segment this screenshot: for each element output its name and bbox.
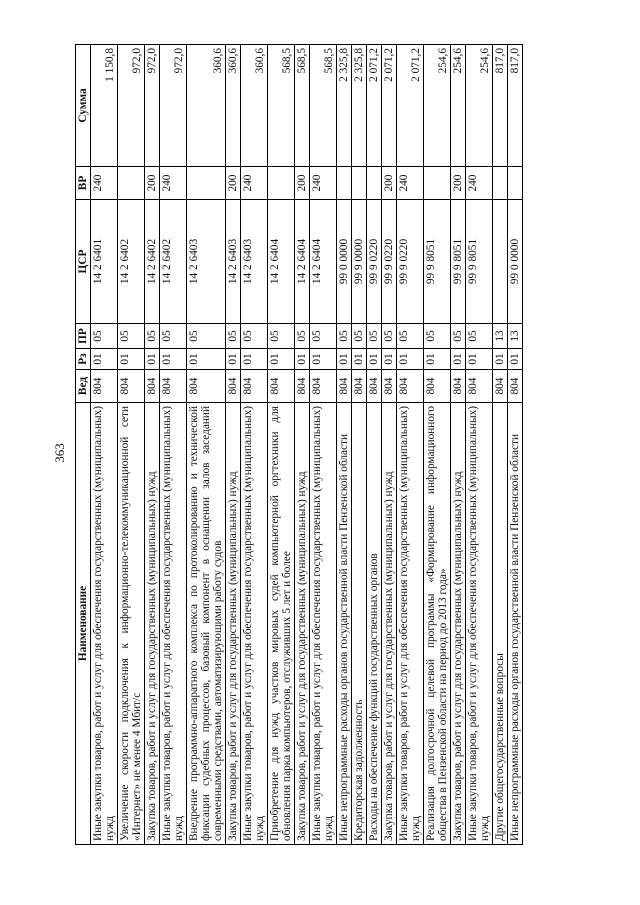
cell-sum: 972,0 <box>145 45 160 167</box>
table-header-row <box>76 45 91 845</box>
cell-pr: 05 <box>295 324 310 349</box>
cell-csr: 14 2 6402 <box>118 200 145 324</box>
cell-csr: 14 2 6404 <box>268 200 295 324</box>
table-row <box>382 45 397 845</box>
cell-rz: 01 <box>424 349 451 370</box>
cell-csr: 99 9 0220 <box>397 200 424 324</box>
cell-name: Увеличение скорости подключения к информационно-телекоммуникационной сети «Интернет» не менее 4 Мбит/с <box>118 403 145 845</box>
cell-name: Закупка товаров, работ и услуг для государственных (муниципальных) нужд <box>382 403 397 845</box>
cell-pr: 05 <box>226 324 241 349</box>
cell-pr: 13 <box>493 324 508 349</box>
cell-vr: 240 <box>466 167 493 200</box>
cell-vr <box>508 167 523 200</box>
cell-name: Иные непрограммные расходы органов государственной власти Пензенской области <box>508 403 523 845</box>
cell-name: Другие общегосударственные вопросы <box>493 403 508 845</box>
cell-pr: 05 <box>424 324 451 349</box>
cell-rz: 01 <box>367 349 382 370</box>
table-row <box>187 45 226 845</box>
table-row <box>337 45 352 845</box>
cell-vr: 240 <box>91 167 118 200</box>
header-vr: ВР <box>76 167 91 200</box>
cell-name: Иные закупки товаров, работ и услуг для обеспечения государственных (муниципальных) нужд <box>310 403 337 845</box>
table-body <box>91 45 523 845</box>
table-row <box>226 45 241 845</box>
cell-vr: 200 <box>451 167 466 200</box>
cell-rz: 01 <box>295 349 310 370</box>
cell-sum: 2 325,8 <box>352 45 367 167</box>
cell-name: Реализация долгосрочной целевой программы «Формирование информационного общества в Пензенской области на период до 2013 года» <box>424 403 451 845</box>
table-row <box>118 45 145 845</box>
header-ved: Вед <box>76 370 91 403</box>
cell-rz: 01 <box>187 349 226 370</box>
cell-vr <box>337 167 352 200</box>
cell-name: Внедрение программно-аппаратного комплекса по протоколированию и технической фиксации судебных процессов, базовый компонент в оснащении залов заседаний современными средствами, автоматизирующими работу судов <box>187 403 226 845</box>
cell-sum: 2 071,2 <box>367 45 382 167</box>
table-row <box>397 45 424 845</box>
cell-name: Закупка товаров, работ и услуг для государственных (муниципальных) нужд <box>226 403 241 845</box>
cell-sum: 2 071,2 <box>382 45 397 167</box>
cell-ved: 804 <box>226 370 241 403</box>
cell-pr: 05 <box>310 324 337 349</box>
cell-rz: 01 <box>352 349 367 370</box>
cell-sum: 972,0 <box>118 45 145 167</box>
cell-rz: 01 <box>466 349 493 370</box>
cell-name: Иные закупки товаров, работ и услуг для обеспечения государственных (муниципальных) нужд <box>466 403 493 845</box>
cell-ved: 804 <box>466 370 493 403</box>
cell-csr: 99 9 0220 <box>367 200 382 324</box>
cell-sum: 2 071,2 <box>397 45 424 167</box>
cell-sum: 972,0 <box>160 45 187 167</box>
table-row <box>268 45 295 845</box>
header-name: Наименование <box>76 403 91 845</box>
cell-vr: 200 <box>226 167 241 200</box>
cell-pr: 05 <box>187 324 226 349</box>
cell-csr: 14 2 6402 <box>160 200 187 324</box>
table-row <box>310 45 337 845</box>
cell-ved: 804 <box>118 370 145 403</box>
table-row <box>145 45 160 845</box>
cell-name: Иные непрограммные расходы органов государственной власти Пензенской области <box>337 403 352 845</box>
cell-rz: 01 <box>118 349 145 370</box>
table-row <box>241 45 268 845</box>
cell-ved: 804 <box>295 370 310 403</box>
cell-rz: 01 <box>160 349 187 370</box>
cell-pr: 05 <box>91 324 118 349</box>
table-row <box>91 45 118 845</box>
cell-pr: 05 <box>241 324 268 349</box>
cell-sum: 360,6 <box>226 45 241 167</box>
table-row <box>493 45 508 845</box>
table-row <box>466 45 493 845</box>
cell-sum: 817,0 <box>493 45 508 167</box>
page-number: 363 <box>52 443 67 463</box>
budget-table <box>75 44 523 845</box>
table-row <box>367 45 382 845</box>
cell-ved: 804 <box>493 370 508 403</box>
cell-csr: 14 2 6403 <box>187 200 226 324</box>
header-pr: ПР <box>76 324 91 349</box>
cell-ved: 804 <box>451 370 466 403</box>
cell-csr: 14 2 6404 <box>295 200 310 324</box>
cell-pr: 05 <box>466 324 493 349</box>
cell-rz: 01 <box>91 349 118 370</box>
cell-vr: 240 <box>397 167 424 200</box>
cell-vr <box>424 167 451 200</box>
cell-ved: 804 <box>187 370 226 403</box>
cell-rz: 01 <box>268 349 295 370</box>
table-row <box>295 45 310 845</box>
cell-vr: 240 <box>160 167 187 200</box>
cell-name: Иные закупки товаров, работ и услуг для обеспечения государственных (муниципальных) нужд <box>91 403 118 845</box>
cell-ved: 804 <box>145 370 160 403</box>
cell-name: Закупка товаров, работ и услуг для государственных (муниципальных) нужд <box>451 403 466 845</box>
cell-vr <box>367 167 382 200</box>
cell-pr: 05 <box>118 324 145 349</box>
cell-name: Иные закупки товаров, работ и услуг для обеспечения государственных (муниципальных) нужд <box>160 403 187 845</box>
cell-csr: 14 2 6403 <box>226 200 241 324</box>
cell-rz: 01 <box>310 349 337 370</box>
cell-name: Иные закупки товаров, работ и услуг для обеспечения государственных (муниципальных) нужд <box>241 403 268 845</box>
cell-csr: 99 0 0000 <box>508 200 523 324</box>
cell-csr <box>493 200 508 324</box>
cell-ved: 804 <box>310 370 337 403</box>
cell-ved: 804 <box>397 370 424 403</box>
table-row <box>424 45 451 845</box>
rotated-budget-table-wrapper <box>75 45 585 845</box>
cell-ved: 804 <box>268 370 295 403</box>
cell-ved: 804 <box>352 370 367 403</box>
cell-ved: 804 <box>367 370 382 403</box>
cell-csr: 14 2 6403 <box>241 200 268 324</box>
cell-vr <box>187 167 226 200</box>
cell-sum: 360,6 <box>241 45 268 167</box>
cell-csr: 99 9 8051 <box>451 200 466 324</box>
cell-csr: 99 0 0000 <box>337 200 352 324</box>
cell-sum: 568,5 <box>268 45 295 167</box>
header-csr: ЦСР <box>76 200 91 324</box>
cell-rz: 01 <box>397 349 424 370</box>
cell-ved: 804 <box>508 370 523 403</box>
cell-vr <box>118 167 145 200</box>
cell-name: Кредиторская задолженность <box>352 403 367 845</box>
cell-vr: 200 <box>145 167 160 200</box>
cell-ved: 804 <box>160 370 187 403</box>
cell-vr: 240 <box>310 167 337 200</box>
cell-pr: 05 <box>397 324 424 349</box>
cell-rz: 01 <box>508 349 523 370</box>
table-row <box>160 45 187 845</box>
cell-ved: 804 <box>91 370 118 403</box>
cell-pr: 05 <box>337 324 352 349</box>
cell-sum: 817,0 <box>508 45 523 167</box>
cell-vr <box>268 167 295 200</box>
cell-sum: 254,6 <box>424 45 451 167</box>
cell-name: Расходы на обеспечение функций государственных органов <box>367 403 382 845</box>
cell-csr: 14 2 6404 <box>310 200 337 324</box>
cell-ved: 804 <box>382 370 397 403</box>
cell-rz: 01 <box>382 349 397 370</box>
cell-vr: 240 <box>241 167 268 200</box>
cell-pr: 13 <box>508 324 523 349</box>
cell-name: Закупка товаров, работ и услуг для государственных (муниципальных) нужд <box>295 403 310 845</box>
cell-vr: 200 <box>295 167 310 200</box>
cell-sum: 360,6 <box>187 45 226 167</box>
cell-pr: 05 <box>352 324 367 349</box>
table-row <box>451 45 466 845</box>
cell-sum: 2 325,8 <box>337 45 352 167</box>
table-row <box>508 45 523 845</box>
cell-name: Закупка товаров, работ и услуг для государственных (муниципальных) нужд <box>145 403 160 845</box>
cell-sum: 1 150,8 <box>91 45 118 167</box>
cell-csr: 14 2 6401 <box>91 200 118 324</box>
cell-rz: 01 <box>226 349 241 370</box>
cell-csr: 99 9 0000 <box>352 200 367 324</box>
cell-ved: 804 <box>241 370 268 403</box>
cell-sum: 254,6 <box>451 45 466 167</box>
table-row <box>352 45 367 845</box>
cell-pr: 05 <box>160 324 187 349</box>
cell-rz: 01 <box>241 349 268 370</box>
cell-vr: 200 <box>382 167 397 200</box>
header-sum: Сумма <box>76 45 91 167</box>
cell-csr: 14 2 6402 <box>145 200 160 324</box>
cell-pr: 05 <box>145 324 160 349</box>
cell-pr: 05 <box>382 324 397 349</box>
cell-pr: 05 <box>268 324 295 349</box>
cell-vr <box>352 167 367 200</box>
cell-rz: 01 <box>451 349 466 370</box>
cell-rz: 01 <box>145 349 160 370</box>
cell-ved: 804 <box>424 370 451 403</box>
cell-pr: 05 <box>451 324 466 349</box>
header-rz: Рз <box>76 349 91 370</box>
cell-rz: 01 <box>337 349 352 370</box>
cell-rz: 01 <box>493 349 508 370</box>
cell-sum: 254,6 <box>466 45 493 167</box>
cell-pr: 05 <box>367 324 382 349</box>
cell-csr: 99 9 8051 <box>466 200 493 324</box>
cell-name: Приобретение для нужд участков мировых судей компьютерной оргтехники для обновления парка компьютеров, отслуживших 5 лет и более <box>268 403 295 845</box>
cell-sum: 568,5 <box>295 45 310 167</box>
cell-ved: 804 <box>337 370 352 403</box>
cell-sum: 568,5 <box>310 45 337 167</box>
cell-vr <box>493 167 508 200</box>
cell-csr: 99 9 8051 <box>424 200 451 324</box>
cell-csr: 99 9 0220 <box>382 200 397 324</box>
cell-name: Иные закупки товаров, работ и услуг для обеспечения государственных (муниципальных) нужд <box>397 403 424 845</box>
